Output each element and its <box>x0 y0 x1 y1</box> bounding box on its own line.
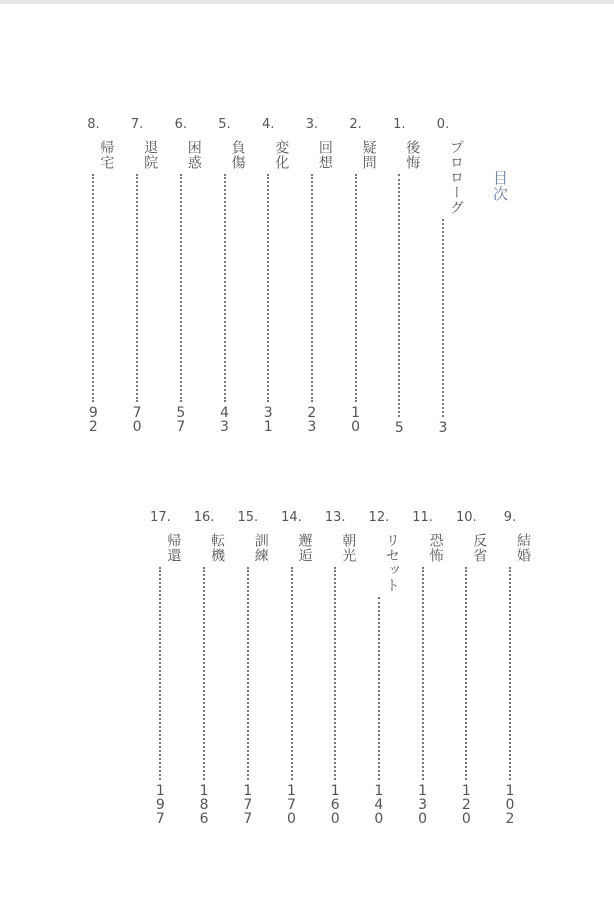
page-number: 43 <box>220 405 229 435</box>
chapter-number: 0. <box>436 117 450 132</box>
chapter-title: 訓練 <box>252 533 269 563</box>
chapter-number: 11. <box>412 510 433 525</box>
chapter-title: 変化 <box>273 140 290 170</box>
chapter-title: 困惑 <box>185 140 202 170</box>
page-number: 140 <box>374 783 384 827</box>
chapter-number: 16. <box>193 510 215 525</box>
toc-entry[interactable] <box>403 511 443 829</box>
chapter-number: 9. <box>503 510 517 525</box>
page-number: 186 <box>199 783 209 827</box>
toc-entry[interactable] <box>423 118 463 436</box>
chapter-number: 3. <box>305 117 319 132</box>
toc-entry[interactable] <box>140 511 180 829</box>
page-number: 170 <box>287 783 296 827</box>
toc-entry[interactable] <box>228 511 268 829</box>
chapter-number: 13. <box>324 510 346 525</box>
chapter-title: 反省 <box>471 533 488 563</box>
dotted-leader <box>247 567 249 780</box>
dotted-leader <box>159 567 161 780</box>
chapter-title: 転機 <box>209 533 226 563</box>
dotted-leader <box>136 174 138 402</box>
dotted-leader <box>442 219 444 417</box>
chapter-title: 退院 <box>142 140 159 170</box>
page-number: 102 <box>505 783 515 827</box>
chapter-number: 5. <box>218 117 231 132</box>
dotted-leader <box>180 174 182 402</box>
chapter-number: 12. <box>368 510 390 525</box>
toc-entry[interactable] <box>73 118 113 436</box>
chapter-title: 負傷 <box>229 140 246 170</box>
dotted-leader <box>291 567 293 780</box>
toc-entry[interactable] <box>248 118 288 436</box>
page-number: 197 <box>155 783 165 827</box>
page-title: 目次 <box>491 170 509 202</box>
chapter-number: 7. <box>130 117 144 132</box>
chapter-title: 結婚 <box>515 533 531 563</box>
toc-entry[interactable] <box>446 511 486 829</box>
chapter-title: 邂逅 <box>296 533 313 563</box>
dotted-leader <box>267 174 269 402</box>
chapter-title: 後悔 <box>404 140 421 170</box>
toc-entry[interactable] <box>336 118 376 436</box>
chapter-title: 帰還 <box>165 533 182 563</box>
toc-entry[interactable] <box>184 511 224 829</box>
chapter-title: 恐怖 <box>427 533 444 563</box>
chapter-number: 17. <box>150 510 171 525</box>
chapter-number: 15. <box>237 510 259 525</box>
chapter-title: 疑問 <box>360 140 377 170</box>
chapter-number: 4. <box>261 117 275 132</box>
page-number: 130 <box>418 783 428 827</box>
dotted-leader <box>224 174 226 402</box>
dotted-leader <box>334 567 336 780</box>
toc-entry[interactable] <box>379 118 419 436</box>
dotted-leader <box>509 567 511 780</box>
page-number: 5 <box>394 420 404 436</box>
toc-entry[interactable] <box>315 511 355 829</box>
toc-entry[interactable] <box>117 118 157 436</box>
page-number: 177 <box>243 783 253 827</box>
dotted-leader <box>465 567 467 780</box>
chapter-number: 6. <box>174 117 187 132</box>
toc-entry[interactable] <box>161 118 201 436</box>
chapter-number: 10. <box>455 510 477 525</box>
chapter-number: 1. <box>393 117 406 132</box>
page-number: 57 <box>176 405 186 435</box>
chapter-title: 朝光 <box>340 533 357 563</box>
page-number: 92 <box>88 405 98 435</box>
page-number: 70 <box>132 405 142 435</box>
top-rule <box>0 0 614 4</box>
toc-entry[interactable] <box>272 511 312 829</box>
chapter-title: 回想 <box>316 140 333 170</box>
dotted-leader <box>422 567 424 780</box>
chapter-number: 2. <box>349 117 362 132</box>
chapter-number: 14. <box>281 510 302 525</box>
chapter-title: 帰宅 <box>98 140 115 170</box>
toc-entry[interactable] <box>359 511 399 829</box>
page-number: 23 <box>307 405 317 435</box>
page-number: 120 <box>461 783 471 827</box>
chapter-title: リセット <box>383 533 400 593</box>
chapter-title: プロローグ <box>448 140 464 215</box>
dotted-leader <box>398 174 400 417</box>
dotted-leader <box>378 597 380 780</box>
toc-entry[interactable] <box>205 118 245 436</box>
toc-entry[interactable] <box>292 118 332 436</box>
dotted-leader <box>203 567 205 780</box>
page-number: 3 <box>438 420 448 436</box>
toc-entry[interactable] <box>490 511 530 829</box>
dotted-leader <box>311 174 313 402</box>
page-number: 10 <box>351 405 361 435</box>
page-number: 160 <box>330 783 340 827</box>
chapter-number: 8. <box>87 117 100 132</box>
dotted-leader <box>355 174 357 402</box>
page-number: 31 <box>263 405 273 435</box>
dotted-leader <box>92 174 94 402</box>
